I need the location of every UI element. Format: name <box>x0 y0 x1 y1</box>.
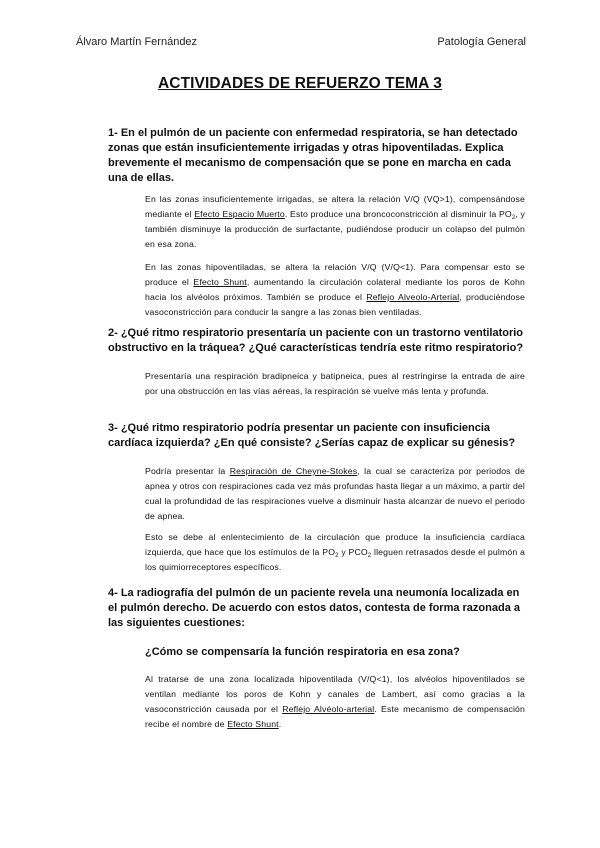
answer-4: Al tratarse de una zona localizada hipoventilada (V/Q<1), los alvéolos hipoventilados se ventilan mediante los poros de Kohn y canales de Lambert, así como gracias a la vasoconstricción causada por el Reflejo Alvéolo-arterial. Este mecanismo de compensación recibe el nombre de Efecto Shunt. <box>145 674 525 729</box>
answer-1-paragraph-2: En las zonas hipoventiladas, se altera la relación V/Q (V/Q<1). Para compensar esto se produce el Efecto Shunt, aumentando la circulación colateral mediante los poros de Kohn hacia los alvéolos próximos. También se produce el Reflejo Alveolo-Arterial, produciéndose vasoconstricción para conducir la sangre a las zonas bien ventiladas. <box>145 262 526 317</box>
page-title: ACTIVIDADES DE REFUERZO TEMA 3 <box>157 75 443 92</box>
answer-1-paragraph-1: En las zonas insuficientemente irrigadas, se altera la relación V/Q (VQ>1), compensándose mediante el Efecto Espacio Muerto. Esto produce una broncoconstricción al disminuir la $PO_2$, y también disminuye la producción de surfactante, pudiéndose producir un colapso del pulmón en esa zona. <box>145 194 525 249</box>
term-reflejo-alveolo-arterial-2: Reflejo Alvéolo-arterial <box>282 704 375 714</box>
question-3: 3- ¿Qué ritmo respiratorio podría presentar un paciente con insuficiencia cardíaca izquierda? ¿En qué consiste? ¿Serías capaz de explicar su génesis? <box>108 422 516 449</box>
answer-3-paragraph-2: Esto se debe al enlentecimiento de la circulación que produce la insuficiencia cardíaca izquierda, que hace que los estímulos de la $PO_2$ y $PCO_2$ lleguen retrasados desde el pulmón a los quimiorreceptores específicos. <box>145 532 525 572</box>
term-cheyne-stokes: Respiración de Cheyne-Stokes <box>229 466 358 476</box>
question-4: 4- La radiografía del pulmón de un paciente revela una neumonía localizada en el pulmón derecho. De acuerdo con estos datos, contesta de forma razonada a las siguientes cuestiones: <box>108 587 520 629</box>
answer-3-paragraph-1: Podría presentar la Respiración de Cheyne-Stokes, la cual se caracteriza por periodos de apnea y otros con respiraciones cada vez más profundas hasta llegar a un máximo, a partir del cual la profundidad de las respiraciones vuelve a disminuir hasta alcanzar de nuevo el periodo de apnea. <box>145 466 525 521</box>
question-1: 1- En el pulmón de un paciente con enfermedad respiratoria, se han detectado zonas que están insuficientemente irrigadas y otras hipoventiladas. Explica brevemente el mecanismo de compensación que se pone en marcha en cada una de ellas. <box>108 127 518 184</box>
term-reflejo-alveolo-arterial: Reflejo Alveolo-Arterial <box>366 292 460 302</box>
answer-2: Presentaría una respiración bradipneica y batipneica, pues al restringirse la entrada de aire por una obstrucción en las vías aéreas, la respiración se vuelve más lenta y profunda. <box>145 371 525 396</box>
question-4-subquestion: ¿Cómo se compensaría la función respiratoria en esa zona? <box>145 646 460 658</box>
term-efecto-espacio-muerto: Efecto Espacio Muerto <box>194 209 285 219</box>
header-author: Álvaro Martín Fernández <box>76 36 198 48</box>
header-subject: Patología General <box>437 36 526 48</box>
term-efecto-shunt: Efecto Shunt <box>193 277 247 287</box>
question-2: 2- ¿Qué ritmo respiratorio presentaría un paciente con un trastorno ventilatorio obstructivo en la tráquea? ¿Qué características tendría este ritmo respiratorio? <box>108 327 524 354</box>
term-efecto-shunt-2: Efecto Shunt <box>227 719 279 729</box>
